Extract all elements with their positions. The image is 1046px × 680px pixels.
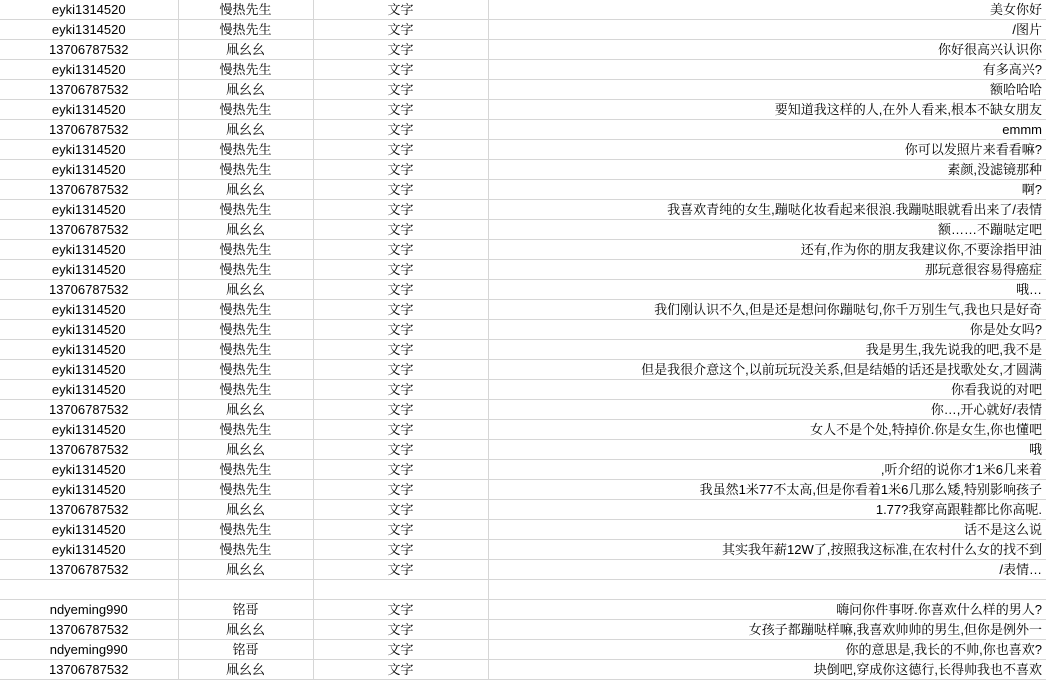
table-row[interactable]: [0, 320, 1046, 340]
message-content-cell[interactable]: 话不是这么说: [488, 520, 1046, 540]
table-row[interactable]: [0, 400, 1046, 420]
message-content-cell[interactable]: 额哈哈哈: [488, 80, 1046, 100]
display-name-cell[interactable]: 慢热先生: [178, 460, 313, 480]
account-id-cell[interactable]: eyki1314520: [0, 380, 178, 400]
table-row[interactable]: [0, 20, 1046, 40]
table-row[interactable]: [0, 200, 1046, 220]
table-row[interactable]: [0, 240, 1046, 260]
display-name-cell[interactable]: 慢热先生: [178, 320, 313, 340]
message-content-cell[interactable]: 你…,开心就好/表情: [488, 400, 1046, 420]
message-type-cell[interactable]: 文字: [313, 420, 488, 440]
display-name-cell[interactable]: 铭哥: [178, 600, 313, 620]
table-row[interactable]: [0, 120, 1046, 140]
message-type-cell[interactable]: 文字: [313, 80, 488, 100]
display-name-cell[interactable]: 凧幺幺: [178, 120, 313, 140]
account-id-cell[interactable]: eyki1314520: [0, 320, 178, 340]
message-type-cell[interactable]: 文字: [313, 600, 488, 620]
message-content-cell[interactable]: 你好很高兴认识你: [488, 40, 1046, 60]
display-name-cell[interactable]: [178, 580, 313, 600]
message-type-cell[interactable]: 文字: [313, 220, 488, 240]
message-content-cell[interactable]: 嗨问你件事呀.你喜欢什么样的男人?: [488, 600, 1046, 620]
display-name-cell[interactable]: 慢热先生: [178, 260, 313, 280]
message-content-cell[interactable]: 要知道我这样的人,在外人看来,根本不缺女朋友: [488, 100, 1046, 120]
message-content-cell[interactable]: 那玩意很容易得癌症: [488, 260, 1046, 280]
message-type-cell[interactable]: 文字: [313, 180, 488, 200]
message-content-cell[interactable]: 你看我说的对吧: [488, 380, 1046, 400]
message-content-cell[interactable]: 你可以发照片来看看嘛?: [488, 140, 1046, 160]
message-type-cell[interactable]: 文字: [313, 140, 488, 160]
table-row[interactable]: [0, 600, 1046, 620]
message-type-cell[interactable]: 文字: [313, 200, 488, 220]
message-content-cell[interactable]: 有多高兴?: [488, 60, 1046, 80]
account-id-cell[interactable]: eyki1314520: [0, 160, 178, 180]
display-name-cell[interactable]: 慢热先生: [178, 240, 313, 260]
message-type-cell[interactable]: 文字: [313, 400, 488, 420]
table-row[interactable]: [0, 280, 1046, 300]
account-id-cell[interactable]: eyki1314520: [0, 100, 178, 120]
message-type-cell[interactable]: 文字: [313, 320, 488, 340]
account-id-cell[interactable]: 13706787532: [0, 80, 178, 100]
message-content-cell[interactable]: 哦: [488, 440, 1046, 460]
message-type-cell[interactable]: 文字: [313, 540, 488, 560]
table-row[interactable]: [0, 300, 1046, 320]
message-type-cell[interactable]: 文字: [313, 560, 488, 580]
account-id-cell[interactable]: 13706787532: [0, 220, 178, 240]
message-content-cell[interactable]: 其实我年薪12W了,按照我这标准,在农村什么女的找不到: [488, 540, 1046, 560]
display-name-cell[interactable]: 慢热先生: [178, 140, 313, 160]
table-row[interactable]: [0, 380, 1046, 400]
account-id-cell[interactable]: 13706787532: [0, 440, 178, 460]
display-name-cell[interactable]: 凧幺幺: [178, 660, 313, 680]
message-type-cell[interactable]: 文字: [313, 260, 488, 280]
display-name-cell[interactable]: 慢热先生: [178, 420, 313, 440]
display-name-cell[interactable]: 铭哥: [178, 640, 313, 660]
table-row[interactable]: [0, 360, 1046, 380]
table-row[interactable]: [0, 40, 1046, 60]
message-content-cell[interactable]: 我喜欢青纯的女生,蹦哒化妆看起来很浪.我蹦哒眼就看出来了/表情: [488, 200, 1046, 220]
table-row[interactable]: [0, 160, 1046, 180]
display-name-cell[interactable]: 慢热先生: [178, 380, 313, 400]
account-id-cell[interactable]: ndyeming990: [0, 640, 178, 660]
display-name-cell[interactable]: 慢热先生: [178, 0, 313, 20]
display-name-cell[interactable]: 凧幺幺: [178, 220, 313, 240]
table-row[interactable]: [0, 340, 1046, 360]
message-type-cell[interactable]: 文字: [313, 500, 488, 520]
display-name-cell[interactable]: 慢热先生: [178, 520, 313, 540]
account-id-cell[interactable]: eyki1314520: [0, 300, 178, 320]
message-content-cell[interactable]: 我虽然1米77不太高,但是你看着1米6几那么矮,特别影响孩子: [488, 480, 1046, 500]
account-id-cell[interactable]: eyki1314520: [0, 20, 178, 40]
account-id-cell[interactable]: 13706787532: [0, 40, 178, 60]
display-name-cell[interactable]: 凧幺幺: [178, 620, 313, 640]
table-row[interactable]: [0, 80, 1046, 100]
message-content-cell[interactable]: 女人不是个处,特掉价.你是女生,你也懂吧: [488, 420, 1046, 440]
message-content-cell[interactable]: 额……不蹦哒定吧: [488, 220, 1046, 240]
account-id-cell[interactable]: eyki1314520: [0, 140, 178, 160]
display-name-cell[interactable]: 慢热先生: [178, 200, 313, 220]
message-type-cell[interactable]: 文字: [313, 240, 488, 260]
account-id-cell[interactable]: 13706787532: [0, 280, 178, 300]
message-type-cell[interactable]: 文字: [313, 0, 488, 20]
message-type-cell[interactable]: 文字: [313, 60, 488, 80]
table-row[interactable]: [0, 480, 1046, 500]
message-type-cell[interactable]: 文字: [313, 640, 488, 660]
account-id-cell[interactable]: ndyeming990: [0, 600, 178, 620]
message-content-cell[interactable]: emmm: [488, 120, 1046, 140]
message-type-cell[interactable]: 文字: [313, 300, 488, 320]
display-name-cell[interactable]: 慢热先生: [178, 100, 313, 120]
table-row[interactable]: [0, 580, 1046, 600]
table-row[interactable]: [0, 60, 1046, 80]
account-id-cell[interactable]: 13706787532: [0, 500, 178, 520]
account-id-cell[interactable]: eyki1314520: [0, 420, 178, 440]
account-id-cell[interactable]: eyki1314520: [0, 520, 178, 540]
message-type-cell[interactable]: 文字: [313, 120, 488, 140]
message-content-cell[interactable]: 你的意思是,我长的不帅,你也喜欢?: [488, 640, 1046, 660]
message-content-cell[interactable]: 我们刚认识不久,但是还是想问你蹦哒匂,你千万别生气,我也只是好奇: [488, 300, 1046, 320]
message-type-cell[interactable]: 文字: [313, 520, 488, 540]
message-content-cell[interactable]: /图片: [488, 20, 1046, 40]
table-row[interactable]: [0, 420, 1046, 440]
table-row[interactable]: [0, 220, 1046, 240]
display-name-cell[interactable]: 慢热先生: [178, 20, 313, 40]
display-name-cell[interactable]: 慢热先生: [178, 360, 313, 380]
table-row[interactable]: [0, 660, 1046, 680]
table-row[interactable]: [0, 560, 1046, 580]
message-content-cell[interactable]: /表情…: [488, 560, 1046, 580]
message-type-cell[interactable]: 文字: [313, 440, 488, 460]
table-row[interactable]: [0, 140, 1046, 160]
message-content-cell[interactable]: ,听介绍的说你才1米6几来着: [488, 460, 1046, 480]
message-content-cell[interactable]: 美女你好: [488, 0, 1046, 20]
message-type-cell[interactable]: 文字: [313, 40, 488, 60]
table-row[interactable]: [0, 260, 1046, 280]
account-id-cell[interactable]: 13706787532: [0, 400, 178, 420]
message-type-cell[interactable]: 文字: [313, 460, 488, 480]
display-name-cell[interactable]: 凧幺幺: [178, 560, 313, 580]
account-id-cell[interactable]: eyki1314520: [0, 260, 178, 280]
display-name-cell[interactable]: 凧幺幺: [178, 500, 313, 520]
message-content-cell[interactable]: [488, 580, 1046, 600]
display-name-cell[interactable]: 凧幺幺: [178, 440, 313, 460]
table-row[interactable]: [0, 500, 1046, 520]
message-content-cell[interactable]: 但是我很介意这个,以前玩玩没关系,但是结婚的话还是找歌处女,才圆满: [488, 360, 1046, 380]
message-content-cell[interactable]: 块倒吧,穿成你这德行,长得帅我也不喜欢: [488, 660, 1046, 680]
account-id-cell[interactable]: 13706787532: [0, 560, 178, 580]
message-content-cell[interactable]: 1.77?我穿高跟鞋都比你高呢.: [488, 500, 1046, 520]
account-id-cell[interactable]: 13706787532: [0, 620, 178, 640]
message-type-cell[interactable]: 文字: [313, 360, 488, 380]
display-name-cell[interactable]: 凧幺幺: [178, 400, 313, 420]
display-name-cell[interactable]: 慢热先生: [178, 60, 313, 80]
table-row[interactable]: [0, 440, 1046, 460]
message-type-cell[interactable]: 文字: [313, 620, 488, 640]
message-content-cell[interactable]: 素颜,没滤镜那种: [488, 160, 1046, 180]
message-type-cell[interactable]: 文字: [313, 660, 488, 680]
message-type-cell[interactable]: 文字: [313, 280, 488, 300]
message-type-cell[interactable]: 文字: [313, 20, 488, 40]
account-id-cell[interactable]: 13706787532: [0, 120, 178, 140]
account-id-cell[interactable]: eyki1314520: [0, 340, 178, 360]
table-row[interactable]: [0, 640, 1046, 660]
message-type-cell[interactable]: 文字: [313, 340, 488, 360]
display-name-cell[interactable]: 慢热先生: [178, 300, 313, 320]
account-id-cell[interactable]: eyki1314520: [0, 60, 178, 80]
table-row[interactable]: [0, 520, 1046, 540]
account-id-cell[interactable]: eyki1314520: [0, 0, 178, 20]
message-content-cell[interactable]: 哦…: [488, 280, 1046, 300]
display-name-cell[interactable]: 慢热先生: [178, 480, 313, 500]
display-name-cell[interactable]: 慢热先生: [178, 160, 313, 180]
account-id-cell[interactable]: eyki1314520: [0, 480, 178, 500]
message-type-cell[interactable]: 文字: [313, 480, 488, 500]
display-name-cell[interactable]: 凧幺幺: [178, 80, 313, 100]
message-content-cell[interactable]: 还有,作为你的朋友我建议你,不要涂指甲油: [488, 240, 1046, 260]
account-id-cell[interactable]: eyki1314520: [0, 200, 178, 220]
message-type-cell[interactable]: [313, 580, 488, 600]
display-name-cell[interactable]: 凧幺幺: [178, 280, 313, 300]
table-row[interactable]: [0, 620, 1046, 640]
message-type-cell[interactable]: 文字: [313, 100, 488, 120]
display-name-cell[interactable]: 凧幺幺: [178, 40, 313, 60]
message-content-cell[interactable]: 你是处女吗?: [488, 320, 1046, 340]
table-row[interactable]: [0, 540, 1046, 560]
message-type-cell[interactable]: 文字: [313, 380, 488, 400]
account-id-cell[interactable]: eyki1314520: [0, 240, 178, 260]
table-row[interactable]: [0, 180, 1046, 200]
account-id-cell[interactable]: [0, 580, 178, 600]
message-content-cell[interactable]: 啊?: [488, 180, 1046, 200]
display-name-cell[interactable]: 慢热先生: [178, 540, 313, 560]
display-name-cell[interactable]: 凧幺幺: [178, 180, 313, 200]
table-row[interactable]: [0, 460, 1046, 480]
message-content-cell[interactable]: 我是男生,我先说我的吧,我不是: [488, 340, 1046, 360]
message-type-cell[interactable]: 文字: [313, 160, 488, 180]
table-row[interactable]: [0, 0, 1046, 20]
account-id-cell[interactable]: eyki1314520: [0, 540, 178, 560]
account-id-cell[interactable]: 13706787532: [0, 660, 178, 680]
account-id-cell[interactable]: 13706787532: [0, 180, 178, 200]
account-id-cell[interactable]: eyki1314520: [0, 360, 178, 380]
table-row[interactable]: [0, 100, 1046, 120]
message-content-cell[interactable]: 女孩子都蹦哒样嘛,我喜欢帅帅的男生,但你是例外一: [488, 620, 1046, 640]
account-id-cell[interactable]: eyki1314520: [0, 460, 178, 480]
display-name-cell[interactable]: 慢热先生: [178, 340, 313, 360]
